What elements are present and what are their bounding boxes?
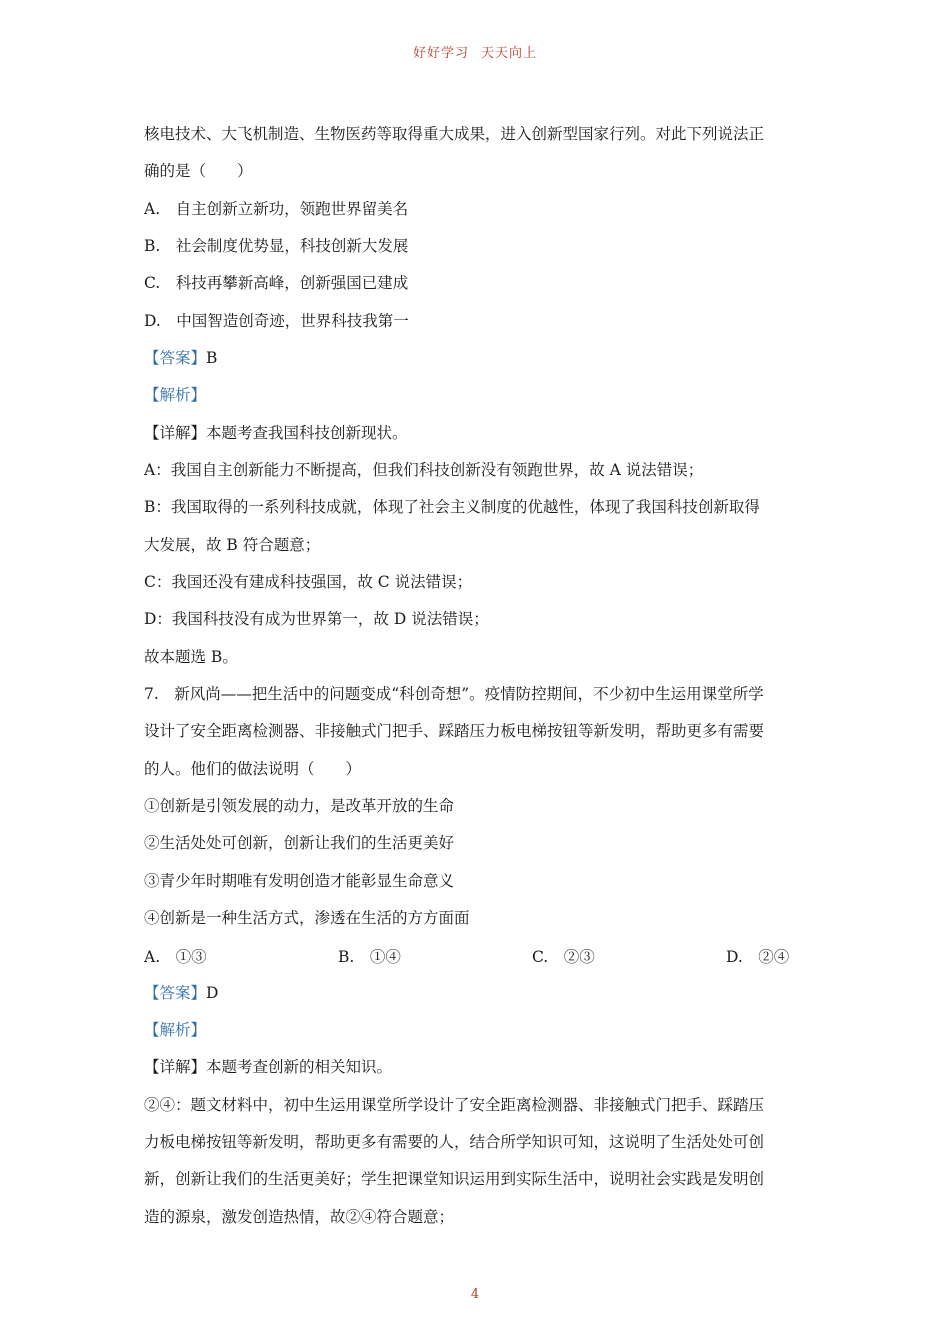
q7-answer-tag: 【答案】: [144, 984, 207, 1002]
q6-explanation-c: C：我国还没有建成科技强国，故 C 说法错误；: [144, 573, 473, 591]
q6-option-b: B. 社会制度优势显，科技创新大发展: [144, 237, 409, 255]
q6-explanation-a: A：我国自主创新能力不断提高，但我们科技创新没有领跑世界，故 A 说法错误；: [144, 461, 704, 479]
q6-analysis-tag: 【解析】: [144, 386, 207, 404]
q7-answer-value: D: [206, 984, 219, 1002]
header-right-text: 天天向上: [481, 46, 538, 61]
q7-stem-line-2: 设计了安全距离检测器、非接触式门把手、踩踏压力板电梯按钮等新发明，帮助更多有需要: [144, 722, 765, 740]
q6-answer-tag: 【答案】: [144, 349, 207, 367]
header-left-text: 好好学习: [412, 46, 469, 61]
q6-stem-line-1: 核电技术、大飞机制造、生物医药等取得重大成果，进入创新型国家行列。对此下列说法正: [144, 125, 765, 143]
q6-answer-value: B: [206, 349, 218, 367]
q7-options: [144, 945, 824, 965]
q6-conclusion: 故本题选 B。: [144, 648, 238, 666]
q7-detail-text: 本题考查创新的相关知识。: [206, 1058, 393, 1076]
q6-detail-text: 本题考查我国科技创新现状。: [206, 424, 408, 442]
q6-option-a: A. 自主创新立新功，领跑世界留美名: [144, 200, 409, 218]
q7-option-a: A. ①③: [144, 948, 207, 966]
q7-option-c: C. ②③: [532, 948, 595, 966]
q7-explanation-line-4: 造的源泉，激发创造热情，故②④符合题意；: [144, 1208, 455, 1226]
q6-option-d: D. 中国智造创奇迹，世界科技我第一: [144, 312, 409, 330]
q7-explanation-line-2: 力板电梯按钮等新发明，帮助更多有需要的人，结合所学知识可知，这说明了生活处处可创: [144, 1133, 765, 1151]
q7-statement-2: ②生活处处可创新，创新让我们的生活更美好: [144, 834, 455, 852]
q6-option-c: C. 科技再攀新高峰，创新强国已建成: [144, 274, 409, 292]
q6-answer: [144, 348, 217, 368]
q7-option-b: B. ①④: [338, 948, 401, 966]
q6-detail: [144, 423, 408, 443]
q7-option-d: D. ②④: [726, 948, 790, 966]
q6-stem-line-2: 确的是（ ）: [144, 162, 253, 180]
q7-explanation-line-3: 新，创新让我们的生活更美好；学生把课堂知识运用到实际生活中，说明社会实践是发明创: [144, 1170, 765, 1188]
q7-stem-line-3: 的人。他们的做法说明（ ）: [144, 760, 362, 778]
q6-explanation-b-2: 大发展，故 B 符合题意；: [144, 536, 321, 554]
q7-detail-tag: 【详解】: [144, 1058, 207, 1076]
q7-statement-1: ①创新是引领发展的动力，是改革开放的生命: [144, 797, 455, 815]
page-header: [0, 42, 950, 61]
q7-answer: [144, 983, 218, 1003]
q6-explanation-b-1: B：我国取得的一系列科技成就，体现了社会主义制度的优越性，体现了我国科技创新取得: [144, 498, 760, 516]
q7-statement-3: ③青少年时期唯有发明创造才能彰显生命意义: [144, 872, 455, 890]
q6-detail-tag: 【详解】: [144, 424, 207, 442]
q7-explanation-line-1: ②④：题文材料中，初中生运用课堂所学设计了安全距离检测器、非接触式门把手、踩踏压: [144, 1096, 765, 1114]
q7-stem-line-1: 7. 新风尚——把生活中的问题变成“科创奇想”。疫情防控期间，不少初中生运用课堂所学: [144, 685, 764, 703]
q6-explanation-d: D：我国科技没有成为世界第一，故 D 说法错误；: [144, 610, 489, 628]
page-number: 4: [470, 1287, 480, 1302]
q7-analysis-tag: 【解析】: [144, 1021, 207, 1039]
q7-detail: [144, 1057, 392, 1077]
q7-statement-4: ④创新是一种生活方式，渗透在生活的方方面面: [144, 909, 470, 927]
